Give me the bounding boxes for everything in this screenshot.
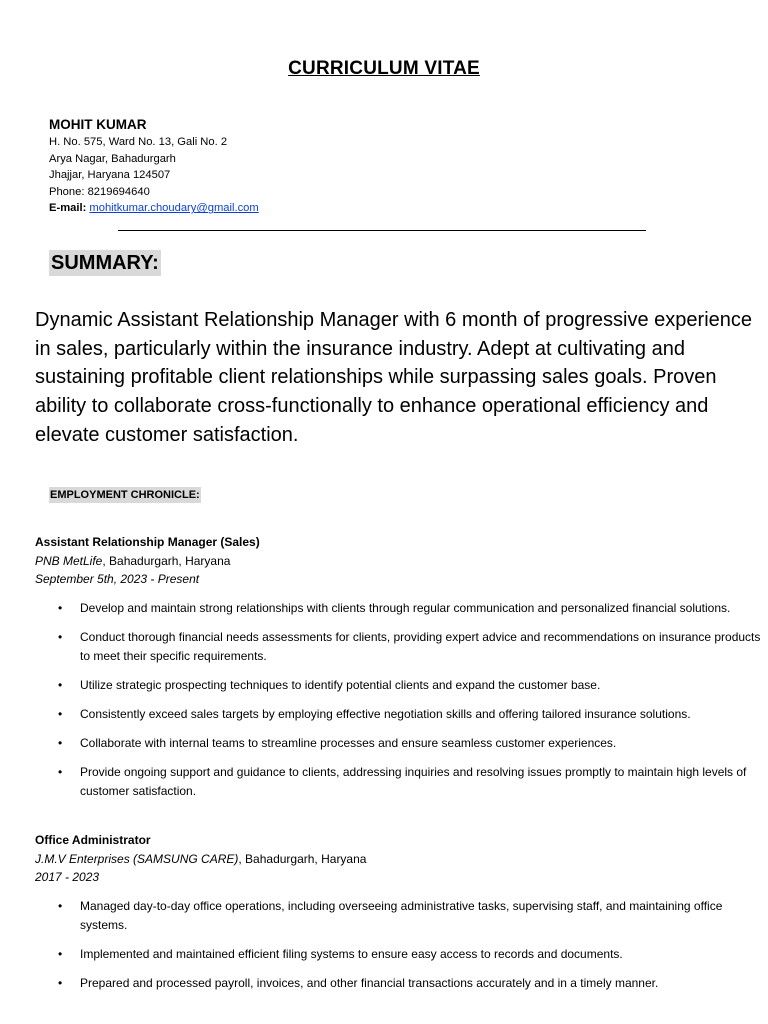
- job-1-responsibilities: [58, 599, 764, 801]
- bullet-icon: •: [58, 630, 63, 644]
- job-company: J.M.V Enterprises (SAMSUNG CARE): [35, 851, 239, 866]
- job-dates: 2017 - 2023: [35, 870, 100, 884]
- list-item: • Implemented and maintained efficient filing systems to ensure easy access to records and documents.: [58, 945, 766, 964]
- bullet-icon: •: [58, 765, 63, 779]
- contact-block: [49, 116, 469, 217]
- address-line-1: H. No. 575, Ward No. 13, Gali No. 2: [49, 136, 228, 148]
- job-2-responsibilities: [58, 897, 766, 993]
- email-row: [49, 200, 469, 217]
- bullet-icon: •: [58, 736, 63, 750]
- employment-heading: EMPLOYMENT CHRONICLE:: [50, 489, 200, 501]
- email-label: E-mail:: [49, 202, 87, 215]
- list-item: • Conduct thorough financial needs assessments for clients, providing expert advice and recommendations on insurance products to meet their specific requirements.: [58, 630, 761, 663]
- list-item: • Provide ongoing support and guidance to clients, addressing inquiries and resolving issues promptly to maintain high levels of customer satisfaction.: [58, 765, 747, 798]
- job-dates: September 5th, 2023 - Present: [35, 572, 200, 586]
- phone-number: Phone: 8219694640: [49, 185, 150, 198]
- job-company-line: [35, 850, 765, 869]
- list-item: • Develop and maintain strong relationships with clients through regular communication and personalized financial solutions.: [58, 599, 764, 618]
- address-line-2: Arya Nagar, Bahadurgarh: [49, 152, 176, 165]
- address-line-3: Jhajjar, Haryana 124507: [49, 169, 171, 182]
- job-role: Assistant Relationship Manager (Sales): [35, 535, 260, 549]
- list-item: • Consistently exceed sales targets by employing effective negotiation skills and offering tailored insurance solutions.: [58, 705, 764, 724]
- bullet-icon: •: [58, 947, 63, 961]
- job-company-line: [35, 552, 765, 571]
- bullet-icon: •: [58, 601, 63, 615]
- job-role: Office Administrator: [35, 833, 151, 847]
- list-item: • Managed day-to-day office operations, including overseeing administrative tasks, supervising staff, and maintaining office systems.: [58, 899, 723, 932]
- email-link[interactable]: mohitkumar.choudary@gmail.com: [89, 202, 259, 215]
- job-entry-1: [35, 533, 765, 589]
- job-entry-2: [35, 831, 765, 887]
- list-item: • Collaborate with internal teams to streamline processes and ensure seamless customer experiences.: [58, 734, 764, 753]
- bullet-icon: •: [58, 678, 63, 692]
- bullet-icon: •: [58, 899, 63, 913]
- job-location: , Bahadurgarh, Haryana: [102, 553, 231, 568]
- bullet-icon: •: [58, 976, 63, 990]
- job-company: PNB MetLife: [35, 553, 103, 568]
- header-divider: [118, 230, 646, 231]
- summary-heading: SUMMARY:: [51, 252, 159, 274]
- job-location: , Bahadurgarh, Haryana: [238, 851, 367, 866]
- bullet-icon: •: [58, 707, 63, 721]
- summary-text: Dynamic Assistant Relationship Manager with 6 month of progressive experience in sales, particularly within the insurance industry. Adept at cultivating and sustaining profitable client relationships while surpassing sales goals. Proven ability to collaborate cross-functionally to enhance operational efficiency and elevate customer satisfaction.: [35, 309, 753, 446]
- document-title: CURRICULUM VITAE: [288, 58, 480, 79]
- list-item: • Prepared and processed payroll, invoices, and other financial transactions accurately and in a timely manner.: [58, 974, 766, 993]
- list-item: • Utilize strategic prospecting techniques to identify potential clients and expand the customer base.: [58, 676, 764, 695]
- candidate-name: MOHIT KUMAR: [49, 117, 147, 132]
